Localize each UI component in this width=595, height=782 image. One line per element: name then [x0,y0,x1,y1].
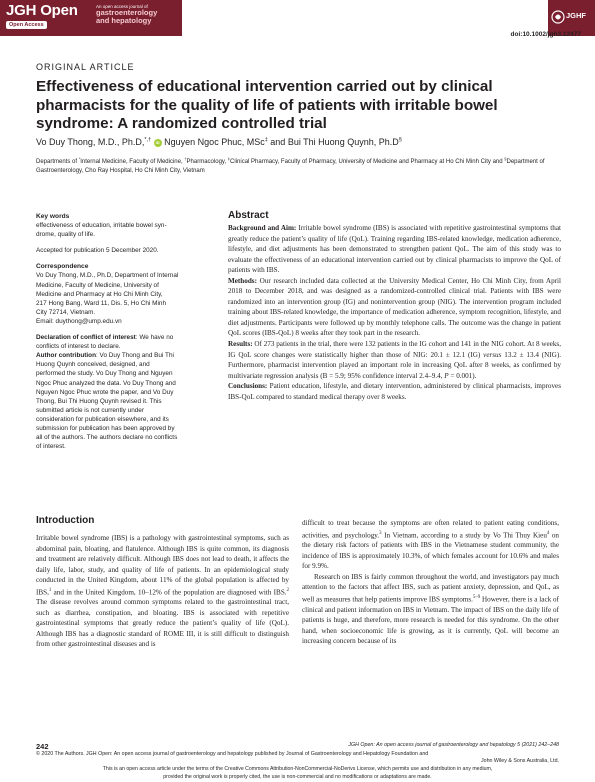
keywords-text: effectiveness of education, irritable bowel syn- drome, quality of life. [36,222,167,239]
citation-link[interactable]: 3 [379,530,382,536]
accepted-date: Accepted for publication 5 December 2020. [36,247,159,255]
orcid-icon[interactable]: iD [155,139,160,145]
journal-name-line1: gastroenterology [96,8,158,17]
journal-name-line2: and hepatology [96,16,152,25]
conflict-of-interest: Declaration of conflict of interest: We have no conflicts of interest to declare. [36,334,174,351]
page-number: 242 [36,742,49,751]
affiliations: Departments of *Internal Medicine, Faculty of Medicine, †Pharmacology, ‡Clinical Pharmacy, Faculty of Pharmacy, University of Medicine and Pharmacy at Ho Chi Minh City and §Department of Gastroenterology, Cho Ray Hospital, Ho Chi Minh City, Vietnam [36,156,545,174]
footer-journal-citation: JGH Open: An open access journal of gastroenterology and hepatology 5 (2021) 242–248 [348,742,559,748]
correspondence-block [36,262,216,326]
article-title: Effectiveness of educational intervention carried out by clinical pharmacists for the quality of life of patients with irritable bowel syndrome: A randomized controlled trial [36,78,498,133]
journal-subtitle [96,4,157,25]
footer-license [12,766,583,781]
correspondence-heading: Correspondence [36,263,89,271]
introduction-heading: Introduction [36,515,95,526]
author-affiliation-marks: ‡ [264,137,268,143]
body-paragraph: Research on IBS is fairly common throughout the world, and investigators pay much attention to the factors that affect IBS, such as patient anxiety, depression, and QoL, as well as measures that help patients improve IBS symptoms.$^{5-9}$ However, there is a lack of clinical and patient information on IBS in Vietnam. The impact of IBS on the daily life of patients is huge, and therefore, more research is needed for this syndrome. On the other hand, when socioeconomic life is growing, as it is currently, QoL will become an increasing concern because of its [302,572,559,646]
author-contribution: Author contribution: Vo Duy Thong and Bui Thi Huong Quynh conceived, designed, and performed the study. Vo Duy Thong and Nguyen Ngoc Phuc analyzed the data. Vo Duy Thong and Nguyen Ngoc Phuc wrote the paper, and Vo Duy Thong, Bui Thi Huong Quynh revised it. This submitted article is not currently under consideration for publication elsewhere, and its submission for publication has been approved by all of the authors. The authors declare no conflicts of interest. [36,352,178,451]
copyright-line: © 2020 The Authors. JGH Open: An open access journal of gastroenterology and hepatology published by Journal of Gastroenterology and Hepatology Foundation and [36,751,429,757]
conflict-heading: Declaration of conflict of interest [36,334,136,342]
abstract-conclusions: Conclusions: Patient education, lifestyle, and dietary intervention, administered by clinical pharmacists, improves IBS-QoL compared to standard medical therapy over 8 weeks. [228,382,561,401]
author-name[interactable]: Nguyen Ngoc Phuc, MSc [164,137,265,147]
body-column-right [302,518,559,647]
journal-kicker: An open access journal of [96,4,148,9]
citation-link[interactable]: 4 [546,530,550,536]
author-name[interactable]: Vo Duy Thong, M.D., Ph.D, [36,137,145,147]
journal-logo: JGH Open [6,2,78,19]
abstract-background: Background and Aim: Irritable bowel syndrome (IBS) is associated with repetitive gastrointestinal symptoms that greatly reduce the patient’s quality of life (QoL). Training regarding IBS-related knowledge, medication adherence, lifestyle, and diet adjustments has been demonstrated to strengthen patient QoL. The aim of this study was to evaluate the effectiveness of an educational intervention carried out by clinical pharmacists to improve the QoL of patients with IBS. [228,224,561,275]
abstract-results: Results: Of 273 patients in the trial, there were 132 patients in the IG cohort and 141 in the NIG cohort. At 8 weeks, IG QoL score changes were statistically higher than those of NIG: 20.1 ± 12.1 (IG) versus 13.2 ± 13.4 (NIG). Furthermore, pharmacist intervention played an important role in increasing QoL after 8 weeks, as confirmed by multivariate regression analysis (B = 5.9; 95% confidence interval 2.4–9.4, P = 0.001). [228,340,561,380]
body-paragraph: Irritable bowel syndrome (IBS) is a pathology with gastrointestinal symptoms, such as abdominal pain, bloating, and flatulence. Although IBS is quite common, its diagnosis and treatment are relatively difficult. Although IBS does not lead to death, it affects the daily life, labor, study, and quality of life of patients. In an epidemiological study conducted in the United Kingdom, about 11% of the global population is affected by IBS,$^1$ and in the United Kingdom, 10–12% of the population are diagnosed with IBS.$^2$ The disease revolves around common symptoms related to the gastrointestinal tract, such as diarrhea, constipation, and bloating. IBS is associated with repetitive gastrointestinal symptoms that greatly reduce the patient’s quality of life (QoL). Although IBS has a diagnostic standard of ROME III, it is still difficult to distinguish from other gastrointestinal diseases and is [36,534,289,649]
citation-link[interactable]: 5–9 [472,594,481,600]
keywords-block [36,212,216,239]
author-affiliation-marks: § [398,137,402,143]
correspondence-text: Vo Duy Thong, M.D., Ph.D, Department of Internal Medicine, Faculty of Medicine, University of Medicine and Pharmacy at Ho Chi Minh City, 217 Hong Bang, Ward 11, Dis. 5, Ho Chi Minh City 72714, Vietnam. Email: duythong@ump.edu.vn [36,272,179,325]
abstract-heading: Abstract [228,210,269,221]
article-type: ORIGINAL ARTICLE [36,62,135,72]
society-logo-text: JGHF [566,11,587,20]
license-line: This is an open access article under the terms of the Creative Commons Attribution-NonCommercial-NoDerivs License, which permits use and distribution in any medium, [102,766,493,772]
body-column-left [36,533,289,650]
copyright-line: John Wiley & Sons Australia, Ltd. [480,758,559,765]
author-name[interactable]: Bui Thi Huong Quynh, Ph.D [287,137,399,147]
doi-link[interactable]: doi:10.1002/jgh3.12477 [510,31,581,38]
journal-header-banner [0,0,182,36]
abstract-methods: Methods: Our research included data collected at the University Medical Center, Ho Chi Minh City, from April 2018 to December 2018, and was designed as a randomized-controlled clinical trial. Patients with IBS were randomized into an intervention group (IG) and nonintervention group (NIG). The intervention program included training about IBS-related knowledge, the importance of medication adherence, symptom recognition, lifestyle, and diet adjustments. Participants were followed up by monthly telephone calls. The outcome was the change in patient QoL scores (IBS-QoL) 8 weeks after they took part in the research. [228,276,561,338]
author-list [36,137,576,147]
contribution-heading: Author contribution [36,352,96,360]
open-access-badge: Open Access [6,21,47,29]
keywords-heading: Key words [36,213,70,220]
citation-link[interactable]: 2 [286,587,289,593]
author-conjunction: and [270,137,286,147]
citation-link[interactable]: 1 [48,587,52,593]
author-affiliation-marks: *,† [144,137,152,143]
footer-copyright [36,751,559,765]
body-paragraph: difficult to treat because the symptoms are often related to patient eating conditions, activities, and psychology.$^3$ In Vietnam, according to a study by Vo Thi Thuy Kieu$^4$ on the dietary risk factors of patients with IBS in the Vietnamese student community, the incidence of IBS is approximately 10.3%, of which females account for 10.6% and males for 9.9%. [302,519,559,571]
license-line: provided the original work is properly cited, the use is non-commercial and no modifications or adaptations are made. [163,773,432,780]
article-info-sidebar [36,212,216,451]
abstract [228,208,561,486]
society-logo-icon [551,10,565,24]
